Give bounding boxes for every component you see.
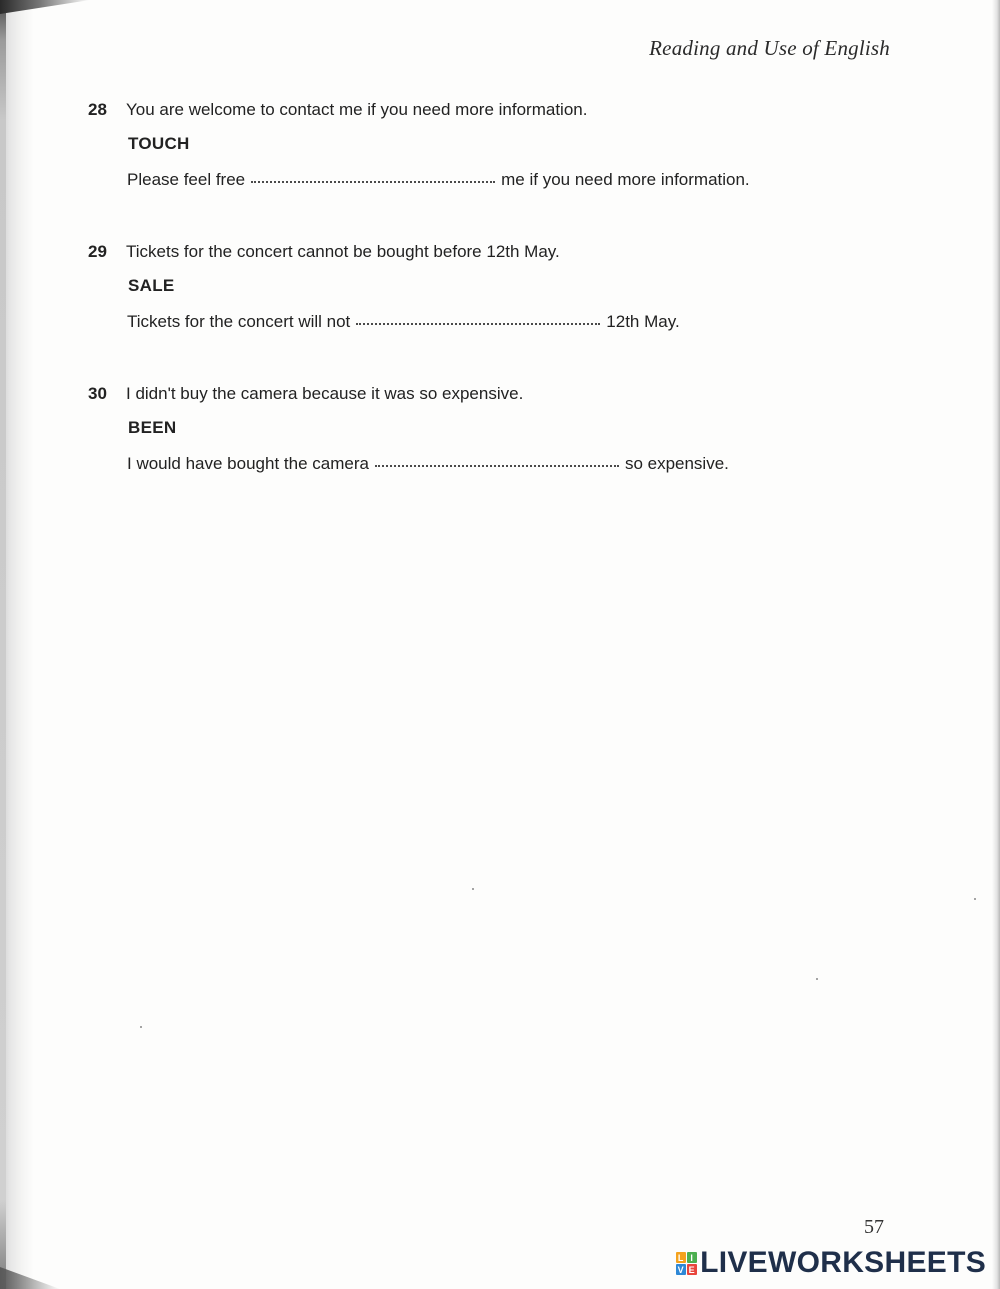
question-30 (88, 384, 848, 474)
completion-line (127, 454, 848, 474)
logo-letter: I (687, 1252, 697, 1263)
question-28 (88, 100, 848, 190)
scan-binding-edge-left (0, 0, 6, 1289)
completion-line (127, 312, 848, 332)
page-number: 57 (864, 1216, 884, 1238)
scan-speck (472, 888, 474, 890)
completion-before-gap: Please feel free (127, 170, 246, 189)
question-keyword: BEEN (128, 418, 177, 437)
answer-gap-28[interactable] (251, 177, 495, 183)
question-line (88, 100, 848, 128)
question-number: 29 (88, 242, 107, 261)
question-line (88, 384, 848, 412)
logo-letter: V (677, 1264, 684, 1275)
question-29 (88, 242, 848, 332)
completion-line (127, 170, 848, 190)
question-keyword: SALE (128, 276, 175, 295)
answer-gap-29[interactable] (356, 319, 600, 325)
question-line (88, 242, 848, 270)
scan-edge-right (992, 0, 1000, 1289)
scan-speck (974, 898, 976, 900)
completion-before-gap: I would have bought the camera (127, 454, 369, 473)
logo-letter: E (688, 1264, 695, 1275)
brand-wordmark: LIVEWORKSHEETS (700, 1246, 986, 1279)
question-sentence: I didn't buy the camera because it was so expensive. (126, 384, 524, 403)
liveworksheets-logo-icon (675, 1251, 697, 1275)
question-number: 30 (88, 384, 107, 403)
question-sentence: You are welcome to contact me if you need more information. (126, 100, 588, 119)
scan-speck (140, 1026, 142, 1028)
completion-after-gap: 12th May. (606, 312, 680, 331)
question-sentence: Tickets for the concert cannot be bought before 12th May. (126, 242, 560, 261)
completion-after-gap: me if you need more information. (501, 170, 750, 189)
question-keyword: TOUCH (128, 134, 190, 153)
scan-speck (816, 978, 818, 980)
scan-corner-top (0, 0, 90, 14)
liveworksheets-brand[interactable] (675, 1246, 986, 1280)
completion-after-gap: so expensive. (624, 454, 729, 473)
running-head: Reading and Use of English (649, 36, 890, 60)
logo-letter: L (676, 1252, 686, 1263)
question-number: 28 (88, 100, 107, 119)
answer-gap-30[interactable] (375, 461, 619, 467)
completion-before-gap: Tickets for the concert will not (127, 312, 351, 331)
